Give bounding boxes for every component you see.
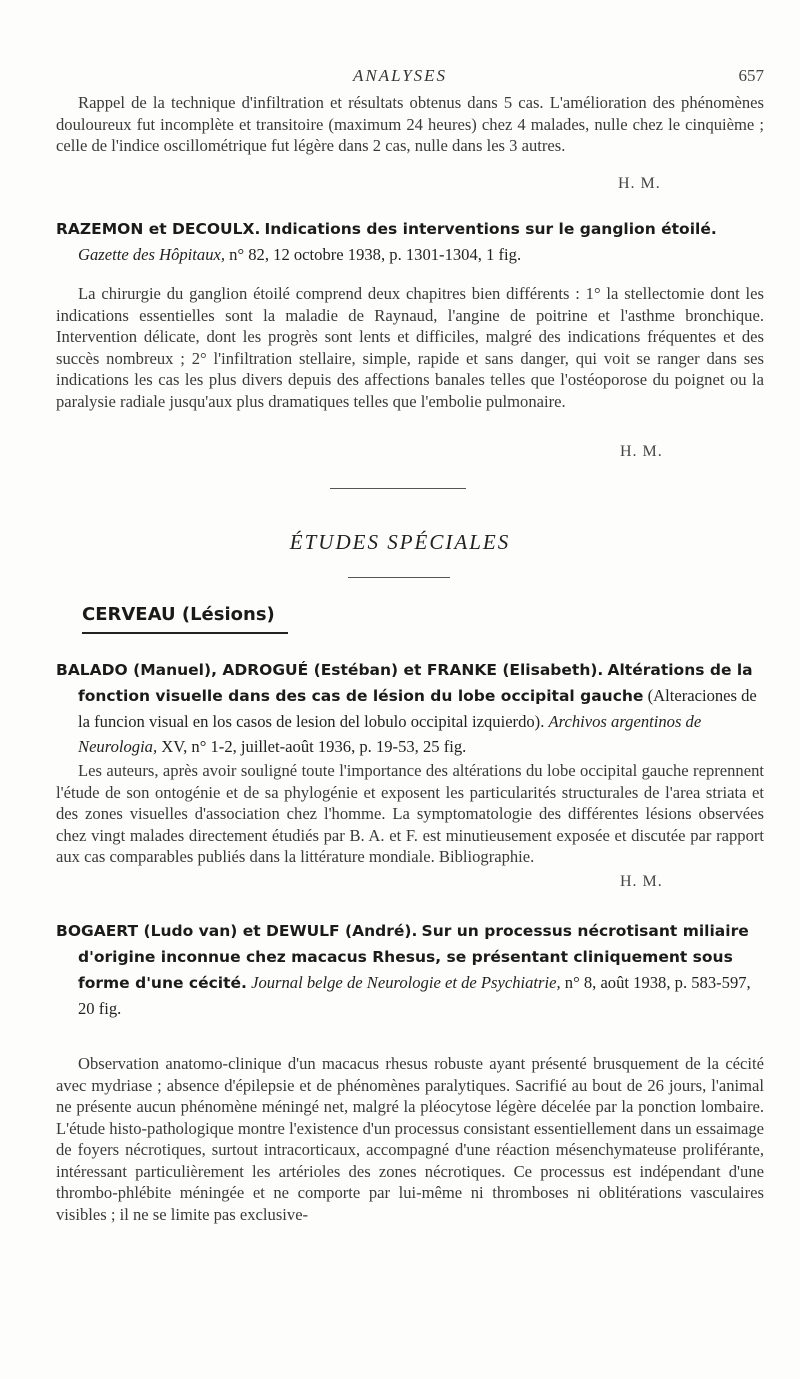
subsection-underline xyxy=(82,632,288,634)
ref-title: Indications des interventions sur le ganglion étoilé. xyxy=(264,220,717,238)
paragraph-ganglion: La chirurgie du ganglion étoilé comprend deux chapitres bien différents : 1° la stellectomie dont les indications essentielles sont la maladie de Raynaud, l'angine de poitrine et l'asthme bronchique. Intervention délicate, dont les progrès sont lents et difficiles, malgré des indications fréquentes et des succès nombreux ; 2° l'infiltration stellaire, simple, rapide et sans danger, qui voit se ranger dans ses indications les cas les plus divers depuis des affections banales telles que l'ostéoporose du poignet ou la paralysie radiale jusqu'aux plus dramatiques telles que l'embolie pulmonaire. xyxy=(56,284,764,411)
author-signature: H. M. xyxy=(618,175,661,192)
section-title: ÉTUDES SPÉCIALES xyxy=(289,530,511,554)
divider-rule xyxy=(348,577,450,578)
ref-title: Sur un processus nécrotisant miliaire d'origine inconnue chez macacus Rhesus, se présentant cliniquement sous forme d'une cécité. xyxy=(78,922,749,992)
ref-details: n° 8, août 1938, p. 583-597, 20 fig. xyxy=(78,973,751,1018)
paragraph-macacus: Observation anatomo-clinique d'un macacus rhesus robuste ayant présenté brusquement de la cécité avec mydriase ; absence d'épilepsie et de phénomènes paralytiques. Sacrifié au bout de 26 jours, l'animal ne présente aucun phénomène méningé net, malgré la pléocytose légère décelée par la ponction lombaire. L'étude histo-pathologique montre l'existence d'un processus consistant essentiellement dans un essaimage de foyers nécrotiques, surtout intracorticaux, accompagné d'une réaction mésenchymateuse proliférante, intéressant particulièrement les artérioles des zones nécrotiques. Ce processus est indépendant d'une thrombo-phlébite méningée et ne comporte par lui-même ni thromboses ni oblitérations vasculaires visibles ; il ne se limite pas exclusive- xyxy=(56,1054,764,1224)
ref-details: XV, n° 1-2, juillet-août 1936, p. 19-53, 25 fig. xyxy=(161,737,467,756)
reference-bogaert xyxy=(56,918,768,1021)
ref-journal: Journal belge de Neurologie et de Psychiatrie, xyxy=(251,973,561,992)
ref-title: Altérations de la fonction visuelle dans des cas de lésion du lobe occipital gauche xyxy=(78,661,753,705)
reference-balado xyxy=(56,657,768,759)
ref-original-title: (Alteraciones de la funcion visual en los casos de lesion del lobulo occipital izquierdo). xyxy=(78,686,757,731)
ref-authors: BALADO (Manuel), ADROGUÉ (Estéban) et FRANKE (Elisabeth). xyxy=(56,661,604,679)
reference-razemon xyxy=(56,216,768,267)
subsection-title: CERVEAU (Lésions) xyxy=(82,604,275,625)
author-signature: H. M. xyxy=(620,873,663,890)
ref-details: n° 82, 12 octobre 1938, p. 1301-1304, 1 fig. xyxy=(229,245,522,264)
author-signature: H. M. xyxy=(620,443,663,460)
ref-authors: RAZEMON et DECOULX. xyxy=(56,220,261,238)
ref-journal: Archivos argentinos de Neurologia, xyxy=(78,712,702,756)
paragraph-infiltration: Rappel de la technique d'infiltration et résultats obtenus dans 5 cas. L'amélioration des phénomènes douloureux fut incomplète et transitoire (maximum 24 heures) chez 4 malades, nulle chez le cinquième ; celle de l'indice oscillométrique fut légère dans 2 cas, nulle dans les 3 autres. xyxy=(56,93,764,155)
paragraph-occipital: Les auteurs, après avoir souligné toute l'importance des altérations du lobe occipital gauche reprennent l'étude de son ontogénie et de sa phylogénie et exposent les particularités structurales de l'area striata et des zones visuelles d'association chez l'homme. La symptomatologie des différentes lésions observées chez vingt malades directement étudiés par B. A. et F. est minutieusement exposée et discutée par rapport aux cas comparables publiés dans la littérature mondiale. Bibliographie. xyxy=(56,761,764,866)
ref-authors: BOGAERT (Ludo van) et DEWULF (André). xyxy=(56,922,418,940)
page-number: 657 xyxy=(738,66,764,85)
running-header: ANALYSES xyxy=(352,66,448,85)
divider-rule xyxy=(330,488,466,489)
ref-journal: Gazette des Hôpitaux, xyxy=(78,245,226,264)
